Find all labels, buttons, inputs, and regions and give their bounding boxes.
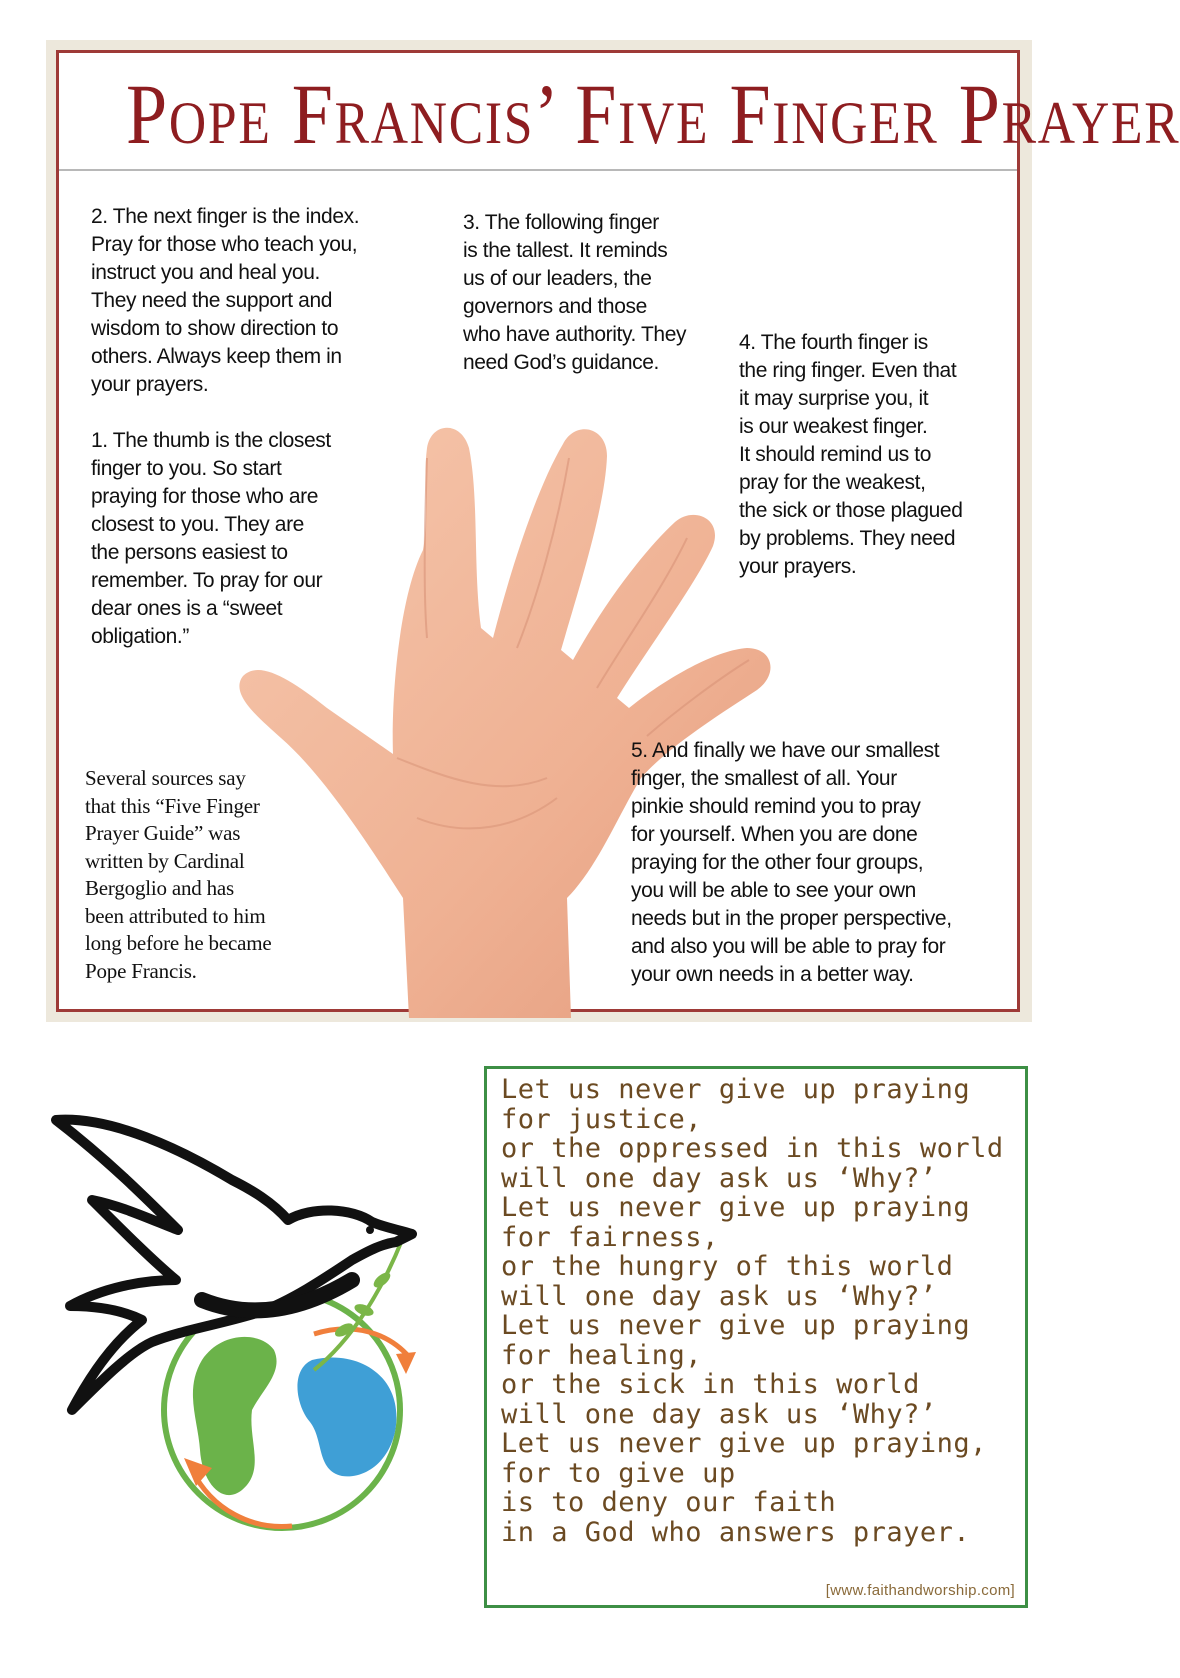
prayer-line: Let us never give up praying	[501, 1074, 971, 1105]
ring-finger-text: 4. The fourth finger is the ring finger. Even that it may surprise you, it is our weakest finger. It should remind us to pray for the weakest, the sick or those plagued by problems. They need your prayers.	[739, 331, 963, 578]
prayer-line: will one day ask us ‘Why?’	[501, 1398, 937, 1430]
prayer-card	[484, 1066, 1028, 1608]
page-title: Pope Francis’ Five Finger Prayer	[126, 66, 1180, 162]
prayer-line: for to give up	[501, 1457, 736, 1489]
prayer-line: is to deny our faith	[501, 1487, 837, 1518]
five-finger-prayer-panel	[56, 50, 1180, 1012]
prayer-line: will one day ask us ‘Why?’	[501, 1162, 937, 1194]
prayer-text	[501, 1075, 1004, 1547]
prayer-line: or the sick in this world	[501, 1369, 920, 1400]
prayer-line: Let us never give up praying	[501, 1310, 971, 1341]
thumb-text: 1. The thumb is the closest finger to you. So start praying for those who are closest to you. They are the persons easiest to remember. To pray for our dear ones is a “sweet obligation.”	[91, 429, 331, 648]
index-finger-text: 2. The next finger is the index. Pray for those who teach you, instruct you and heal you. They need the support and wisdom to show direction to others. Always keep them in your prayers.	[91, 205, 360, 396]
attribution-note: Several sources say that this “Five Finger Prayer Guide” was written by Cardinal Bergoglio and has been attributed to him long before he became Pope Francis.	[85, 766, 272, 983]
pinkie-finger-text: 5. And finally we have our smallest finger, the smallest of all. Your pinkie should remind you to pray for yourself. When you are done praying for the other four groups, you will be able to see your own needs but in the proper perspective, and also you will be able to pray for your own needs in a better way.	[631, 739, 952, 986]
dove-globe-icon	[52, 1110, 442, 1550]
prayer-line: for healing,	[501, 1339, 703, 1371]
prayer-line: Let us never give up praying,	[501, 1428, 987, 1459]
middle-finger-text: 3. The following finger is the tallest. It reminds us of our leaders, the governors and those who have authority. They need God’s guidance.	[463, 211, 687, 374]
prayer-line: Let us never give up praying	[501, 1192, 971, 1223]
title-divider	[59, 169, 1017, 171]
prayer-line: for fairness,	[501, 1221, 719, 1253]
prayer-line: or the oppressed in this world	[501, 1133, 1004, 1164]
prayer-line: or the hungry of this world	[501, 1251, 954, 1282]
prayer-line: in a God who answers prayer.	[501, 1516, 971, 1548]
prayer-line: will one day ask us ‘Why?’	[501, 1280, 937, 1312]
prayer-line: for justice,	[501, 1103, 703, 1135]
source-url-link[interactable]: [www.faithandworship.com]	[825, 1582, 1015, 1599]
